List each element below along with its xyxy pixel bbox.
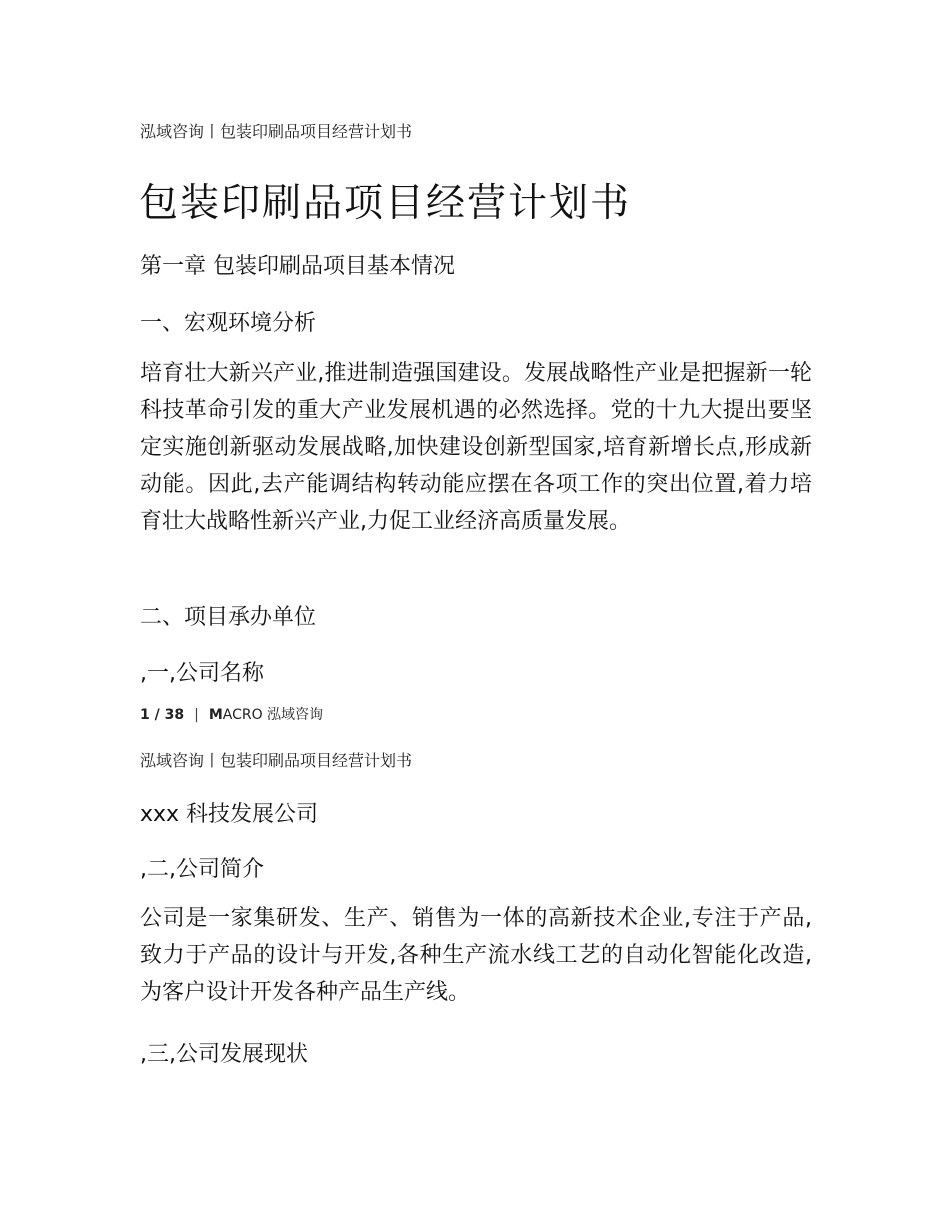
section-heading-macro-environment: 一、宏观环境分析 [140, 311, 317, 336]
subsection-heading-company-profile: ,二,公司简介 [140, 857, 264, 882]
brand-name: ACRO 泓域咨询 [222, 707, 324, 723]
page-footer [140, 704, 323, 724]
running-header: 泓域咨询丨包装印刷品项目经营计划书 [140, 751, 413, 770]
brand-initial: M [208, 707, 223, 723]
paragraph-company-profile: 公司是一家集研发、生产、销售为一体的高新技术企业,专注于产品,致力于产品的设计与开发,各种生产流水线工艺的自动化智能化改造,为客户设计开发各种产品生产线。 [140, 906, 812, 1005]
chapter-heading: 第一章 包装印刷品项目基本情况 [140, 254, 455, 279]
section-heading-project-undertaker: 二、项目承办单位 [140, 605, 317, 630]
running-header: 泓域咨询丨包装印刷品项目经营计划书 [140, 122, 413, 141]
subsection-heading-company-status: ,三,公司发展现状 [140, 1042, 308, 1067]
company-name: xxx 科技发展公司 [140, 802, 319, 827]
page-number: 1 / 38 [140, 707, 185, 723]
footer-separator: | [194, 707, 199, 723]
document-title: 包装印刷品项目经营计划书 [139, 181, 632, 226]
subsection-heading-company-name: ,一,公司名称 [140, 661, 264, 686]
paragraph-macro-environment: 培育壮大新兴产业,推进制造强国建设。发展战略性产业是把握新一轮科技革命引发的重大产业发展机遇的必然选择。党的十九大提出要坚定实施创新驱动发展战略,加快建设创新型国家,培育新增长点,形成新动能。因此,去产能调结构转动能应摆在各项工作的突出位置,着力培育壮大战略性新兴产业,力促工业经济高质量发展。 [140, 361, 812, 534]
document-page-2 [0, 735, 950, 1230]
